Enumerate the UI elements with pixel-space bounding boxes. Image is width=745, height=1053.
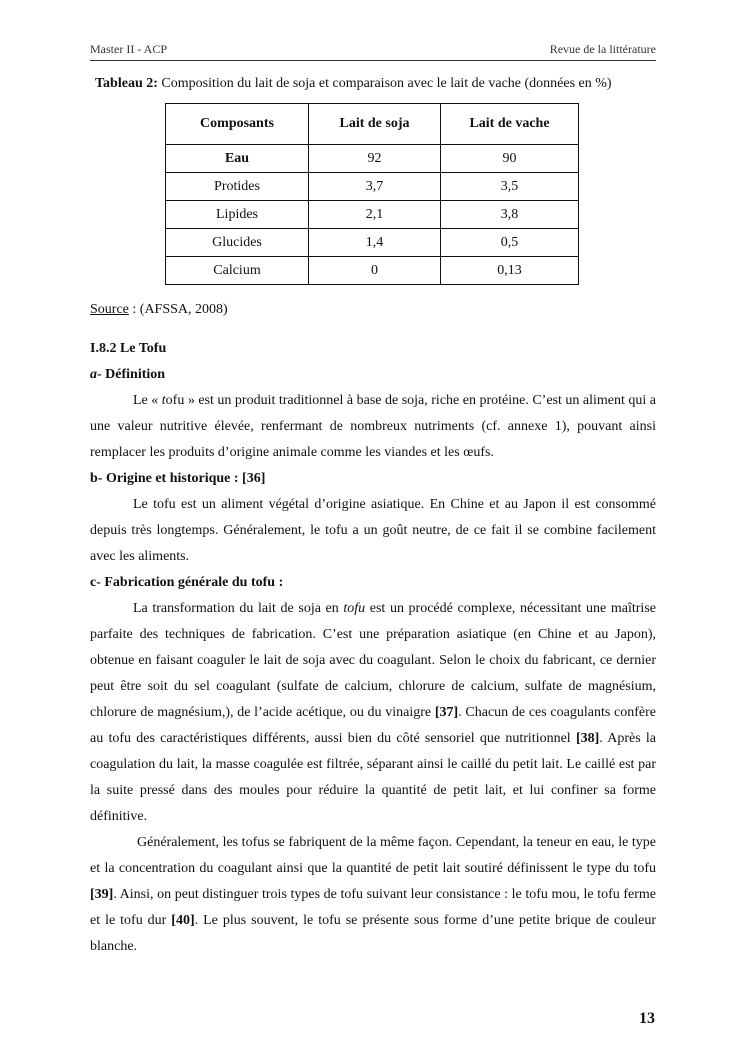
source-text: : (AFSSA, 2008) xyxy=(128,302,228,317)
table-row xyxy=(166,145,579,173)
table-caption xyxy=(95,76,612,92)
table-cell: 92 xyxy=(309,145,441,173)
fabrication-paragraph-2 xyxy=(90,830,656,960)
fab-text: Généralement, les tofus se fabriquent de la même façon. Cependant, la teneur en eau, le type et la concentration du coagulant ainsi que la quantité de petit lait soutiré définissent le type du tofu xyxy=(90,835,656,876)
fab-text: . Chacun de ces coagulants confère au tofu des caractéristiques différents, aussi bien du côté sensoriel que nutritionnel xyxy=(90,705,656,746)
table-cell: Eau xyxy=(166,145,309,173)
fab-text: est un procédé complexe, nécessitant une maîtrise parfaite des techniques de fabrication. C’est une préparation asiatique (en Chine et au Japon), obtenue en faisant coaguler le lait de soja avec du coagulant. Selon le choix du fabricant, ce dernier peut être soit du sel coagulant (sulfate de calcium, chlorure de calcium, sulfate de magnésium, chlorure de magnésium,), de l’acide acétique, ou du vinaigre xyxy=(90,601,656,720)
fab-text: . Le plus souvent, le tofu se présente sous forme d’une petite brique de couleur blanche. xyxy=(90,913,657,954)
reference-39: [39] xyxy=(90,887,114,902)
definition-paragraph xyxy=(90,388,656,466)
table-cell: Glucides xyxy=(166,229,309,257)
table-row xyxy=(166,173,579,201)
page-number: 13 xyxy=(639,1010,655,1027)
table-header-cell: Lait de vache xyxy=(441,104,579,145)
composition-table xyxy=(165,103,579,285)
fab-text: . Après la coagulation du lait, la masse coagulée est filtrée, séparant ainsi le caillé du petit lait. Le caillé est par la suite pressé dans des moules pour réduire la quantité de petit lait, et lui confiner sa forme définitive. xyxy=(90,731,657,824)
origin-paragraph xyxy=(90,492,656,570)
table-header-cell: Lait de soja xyxy=(309,104,441,145)
table-cell: 90 xyxy=(441,145,579,173)
table-cell: Calcium xyxy=(166,257,309,285)
fab-text: La transformation du lait de soja en xyxy=(133,601,344,616)
table-cell: 0 xyxy=(309,257,441,285)
def-text-2: t xyxy=(161,393,166,408)
definition-title-prefix: a xyxy=(90,367,97,382)
table-cell: 2,1 xyxy=(309,201,441,229)
reference-40: [40] xyxy=(171,913,195,928)
reference-37: [37] xyxy=(434,705,459,720)
origin-title: b- Origine et historique : [36] xyxy=(90,471,266,486)
table-cell: Lipides xyxy=(166,201,309,229)
fab-text-italic: tofu xyxy=(343,601,366,616)
running-header xyxy=(90,42,656,61)
fabrication-paragraphs xyxy=(90,596,656,960)
caption-label: Tableau 2: xyxy=(95,76,158,91)
table-header-cell: Composants xyxy=(166,104,309,145)
table-cell: Protides xyxy=(166,173,309,201)
origin-text: Le tofu est un aliment végétal d’origine asiatique. En Chine et au Japon il est consommé depuis très longtemps. Généralement, le tofu a un goût neutre, de ce fait il se combine facilement avec les aliments. xyxy=(90,497,656,564)
table-source xyxy=(90,302,228,318)
table-row xyxy=(166,229,579,257)
caption-text: Composition du lait de soja et comparaison avec le lait de vache (données en %) xyxy=(157,76,612,91)
table-cell: 0,13 xyxy=(441,257,579,285)
definition-title-rest: - Définition xyxy=(97,367,166,382)
def-text-3: ofu » est un produit traditionnel à base de soja, riche en protéine. C’est un aliment qui a une valeur nutritive élevée, renfermant de nombreux nutriments (cf. annexe 1), pouvant ainsi remplacer les produits d’origine animale comme les viandes et les œufs. xyxy=(90,393,656,460)
table-cell: 0,5 xyxy=(441,229,579,257)
table-cell: 3,5 xyxy=(441,173,579,201)
table-header-row xyxy=(166,104,579,145)
source-label: Source xyxy=(90,302,129,317)
table-cell: 3,8 xyxy=(441,201,579,229)
table-cell: 1,4 xyxy=(309,229,441,257)
fabrication-paragraph-1 xyxy=(90,596,656,830)
header-left: Master II - ACP xyxy=(90,42,167,56)
header-right: Revue de la littérature xyxy=(549,42,656,56)
fab-text: . Ainsi, on peut distinguer trois types de tofu suivant leur consistance : le tofu mou, le tofu ferme et le tofu dur xyxy=(90,887,656,928)
fabrication-title: c- Fabrication générale du tofu : xyxy=(90,575,284,590)
section-title: I.8.2 Le Tofu xyxy=(90,341,167,356)
table-cell: 3,7 xyxy=(309,173,441,201)
def-text-1: Le « xyxy=(133,393,162,408)
reference-38: [38] xyxy=(575,731,600,746)
table-row xyxy=(166,201,579,229)
definition-title xyxy=(90,367,165,383)
table-row xyxy=(166,257,579,285)
